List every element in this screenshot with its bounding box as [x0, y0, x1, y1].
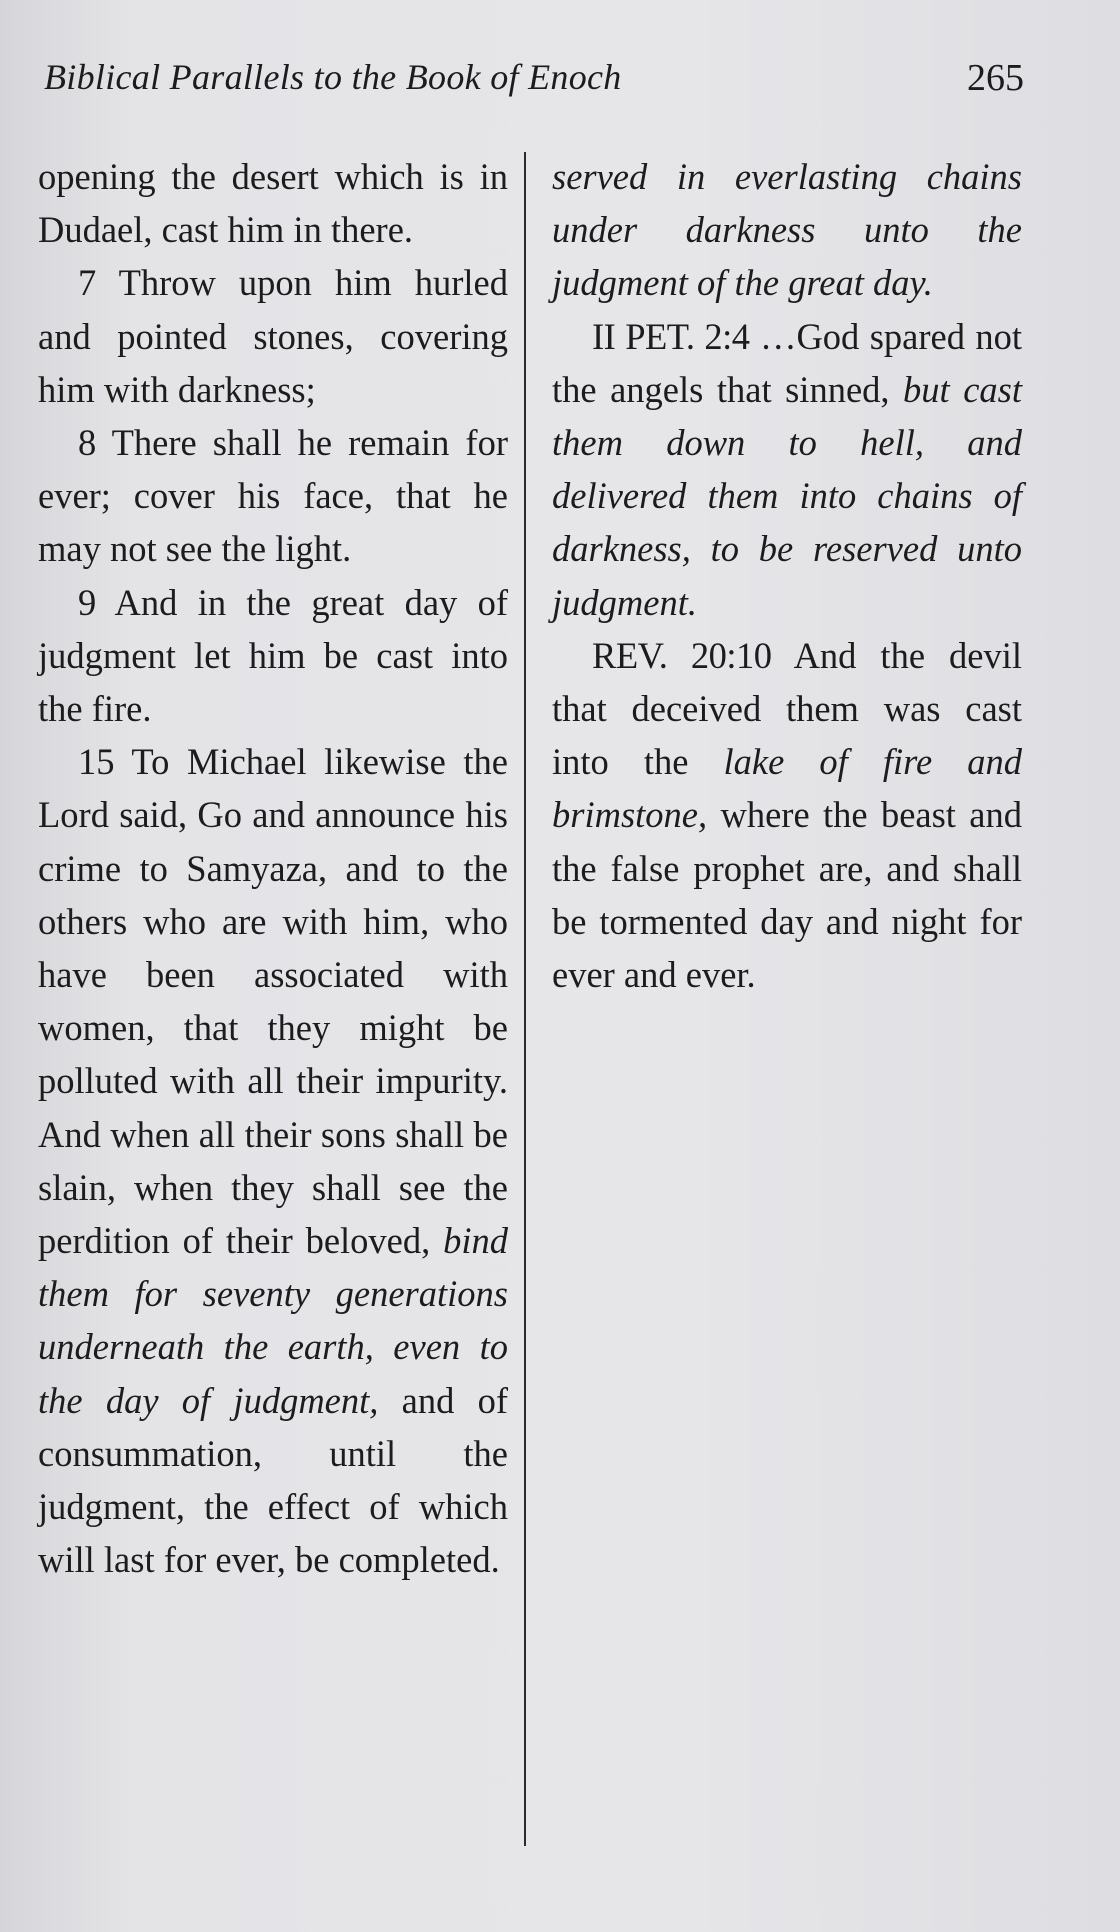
running-title: Biblical Parallels to the Book of Enoch [44, 57, 622, 97]
running-head [44, 56, 1024, 106]
revelation-italic: lake of fire and brimstone, [552, 741, 1023, 836]
verse-15-text-c: and of consummation, until the judgment, the effect of which will last for ever, be completed. [38, 1379, 508, 1581]
revelation-text-a: And the devil that deceived them was cast into the [552, 634, 1022, 783]
verse-15-text-a: 15 To Michael likewise the Lord said, Go and announce his crime to Samyaza, and to the others who are with him, who have been associated with women, that they might be polluted with all their impurity. And when all their sons shall be slain, when they shall see the perdition of their beloved, [38, 741, 508, 1262]
column-divider [524, 152, 526, 1846]
2-peter-italic: but cast them down to hell, and delivered them into chains of darkness, to be reserved unto judgment. [552, 368, 1022, 623]
parallel-continuation [552, 150, 1022, 310]
enoch-verse-8: 8 There shall he remain for ever; cover his face, that he may not see the light. [38, 422, 508, 570]
2-peter-text: …God spared not the angels that sinned, [552, 315, 1023, 410]
enoch-verse-15 [38, 735, 508, 1586]
parallel-2-peter [552, 310, 1022, 629]
right-column [552, 150, 1022, 1001]
page-number: 265 [967, 57, 1024, 99]
enoch-verse-9: 9 And in the great day of judgment let him be cast into the fire. [38, 581, 508, 730]
verse-15-italic: bind them for seventy generations underneath the earth, even to the day of judgment, [38, 1220, 508, 1421]
enoch-verse-7: 7 Throw upon him hurled and pointed stones, covering him with darkness; [38, 262, 508, 410]
parallel-revelation [552, 629, 1022, 1001]
revelation-text-c: where the beast and the false prophet are, and shall be tormented day and night for ever and ever. [552, 794, 1023, 996]
left-column [38, 150, 508, 1586]
reference-revelation: REV. 20:10 [592, 634, 772, 676]
parallel-continuation-italic: served in everlasting chains under darkness unto the judgment of the great day. [552, 156, 1022, 304]
reference-2-peter: II PET. 2:4 [592, 315, 750, 357]
enoch-verse-continuation: opening the desert which is in Dudael, cast him in there. [38, 156, 508, 251]
